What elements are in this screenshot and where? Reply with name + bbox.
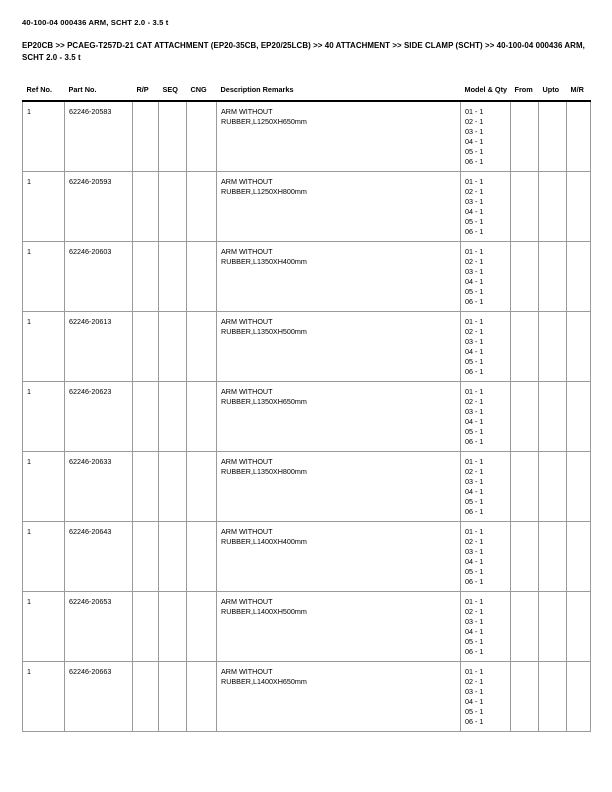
- table-row: [23, 452, 591, 522]
- model-qty-line: 03 - 1: [465, 617, 484, 626]
- cell-rp: [133, 242, 159, 312]
- table-body: [23, 101, 591, 732]
- column-header-upto: Upto: [539, 85, 567, 101]
- cell-model-qty: [461, 101, 511, 172]
- table-row: [23, 101, 591, 172]
- table-header: [23, 85, 591, 101]
- cell-from: [511, 312, 539, 382]
- cell-ref-no: [23, 452, 65, 522]
- breadcrumb: EP20CB >> PCAEG-T257D-21 CAT ATTACHMENT (EP20-35CB, EP20/25LCB) >> 40 ATTACHMENT >> SIDE CLAMP (SCHT) >> 40-100-04 000436 ARM, SCHT 2.0 - 3.5 t: [22, 41, 585, 62]
- cell-mr: [567, 172, 591, 242]
- cell-rp: [133, 172, 159, 242]
- cell-upto: [539, 452, 567, 522]
- cell-text-part-no: 62246-20623: [69, 387, 112, 396]
- cell-from: [511, 592, 539, 662]
- cell-cng: [187, 592, 217, 662]
- cell-description: [217, 522, 461, 592]
- description-line-1: ARM WITHOUT: [221, 387, 273, 396]
- cell-rp: [133, 452, 159, 522]
- cell-ref-no: [23, 101, 65, 172]
- cell-from: [511, 522, 539, 592]
- cell-seq: [159, 312, 187, 382]
- description-line-1: ARM WITHOUT: [221, 317, 273, 326]
- description-line-2: RUBBER,L1400XH500mm: [221, 606, 307, 616]
- cell-from: [511, 101, 539, 172]
- cell-description: [217, 592, 461, 662]
- cell-cng: [187, 662, 217, 732]
- cell-description: [217, 452, 461, 522]
- cell-part-no: [65, 662, 133, 732]
- cell-text-part-no: 62246-20663: [69, 667, 112, 676]
- model-qty-line: 06 - 1: [465, 157, 484, 166]
- table-row: [23, 382, 591, 452]
- model-qty-line: 05 - 1: [465, 427, 484, 436]
- model-qty-line: 02 - 1: [465, 187, 484, 196]
- cell-part-no: [65, 172, 133, 242]
- cell-cng: [187, 522, 217, 592]
- cell-mr: [567, 592, 591, 662]
- model-qty-line: 01 - 1: [465, 457, 484, 466]
- cell-ref-no: [23, 382, 65, 452]
- model-qty-line: 05 - 1: [465, 147, 484, 156]
- cell-part-no: [65, 592, 133, 662]
- cell-model-qty: [461, 172, 511, 242]
- cell-seq: [159, 242, 187, 312]
- cell-text-part-no: 62246-20593: [69, 177, 112, 186]
- model-qty-line: 05 - 1: [465, 497, 484, 506]
- cell-upto: [539, 312, 567, 382]
- cell-model-qty: [461, 382, 511, 452]
- column-header-part-no: Part No.: [65, 85, 133, 101]
- cell-part-no: [65, 452, 133, 522]
- cell-cng: [187, 452, 217, 522]
- description-line-2: RUBBER,L1350XH500mm: [221, 326, 307, 336]
- model-qty-line: 03 - 1: [465, 407, 484, 416]
- cell-text-part-no: 62246-20603: [69, 247, 112, 256]
- model-qty-line: 01 - 1: [465, 527, 484, 536]
- model-qty-line: 03 - 1: [465, 267, 484, 276]
- cell-ref-no: [23, 662, 65, 732]
- cell-description: [217, 312, 461, 382]
- cell-from: [511, 172, 539, 242]
- model-qty-line: 03 - 1: [465, 197, 484, 206]
- column-header-cng: CNG: [187, 85, 217, 101]
- cell-mr: [567, 312, 591, 382]
- description-line-1: ARM WITHOUT: [221, 247, 273, 256]
- cell-rp: [133, 382, 159, 452]
- cell-seq: [159, 172, 187, 242]
- cell-from: [511, 382, 539, 452]
- model-qty-line: 06 - 1: [465, 647, 484, 656]
- model-qty-line: 04 - 1: [465, 627, 484, 636]
- cell-part-no: [65, 242, 133, 312]
- cell-part-no: [65, 522, 133, 592]
- cell-rp: [133, 662, 159, 732]
- description-line-2: RUBBER,L1400XH400mm: [221, 536, 307, 546]
- cell-mr: [567, 382, 591, 452]
- model-qty-line: 04 - 1: [465, 207, 484, 216]
- table-row: [23, 312, 591, 382]
- cell-text-ref-no: 1: [27, 247, 31, 256]
- model-qty-line: 04 - 1: [465, 417, 484, 426]
- cell-text-ref-no: 1: [27, 177, 31, 186]
- cell-model-qty: [461, 242, 511, 312]
- cell-ref-no: [23, 522, 65, 592]
- page-title: 40-100-04 000436 ARM, SCHT 2.0 - 3.5 t: [22, 18, 169, 27]
- cell-mr: [567, 522, 591, 592]
- cell-model-qty: [461, 452, 511, 522]
- cell-mr: [567, 662, 591, 732]
- model-qty-line: 02 - 1: [465, 467, 484, 476]
- description-line-2: RUBBER,L1250XH800mm: [221, 186, 307, 196]
- description-line-1: ARM WITHOUT: [221, 107, 273, 116]
- cell-model-qty: [461, 522, 511, 592]
- cell-upto: [539, 662, 567, 732]
- cell-seq: [159, 522, 187, 592]
- model-qty-line: 01 - 1: [465, 667, 484, 676]
- cell-cng: [187, 242, 217, 312]
- model-qty-line: 04 - 1: [465, 347, 484, 356]
- cell-seq: [159, 101, 187, 172]
- model-qty-line: 04 - 1: [465, 277, 484, 286]
- cell-part-no: [65, 312, 133, 382]
- cell-cng: [187, 172, 217, 242]
- column-header-ref-no: Ref No.: [23, 85, 65, 101]
- model-qty-line: 06 - 1: [465, 437, 484, 446]
- cell-text-part-no: 62246-20633: [69, 457, 112, 466]
- cell-description: [217, 662, 461, 732]
- column-header-model-qty: Model & Qty: [461, 85, 511, 101]
- parts-table: [22, 85, 591, 732]
- cell-text-ref-no: 1: [27, 667, 31, 676]
- model-qty-line: 01 - 1: [465, 247, 484, 256]
- cell-rp: [133, 312, 159, 382]
- cell-text-ref-no: 1: [27, 457, 31, 466]
- cell-text-ref-no: 1: [27, 597, 31, 606]
- cell-part-no: [65, 382, 133, 452]
- model-qty-line: 05 - 1: [465, 707, 484, 716]
- model-qty-line: 03 - 1: [465, 477, 484, 486]
- cell-ref-no: [23, 242, 65, 312]
- model-qty-line: 03 - 1: [465, 547, 484, 556]
- cell-upto: [539, 101, 567, 172]
- cell-upto: [539, 592, 567, 662]
- description-line-1: ARM WITHOUT: [221, 667, 273, 676]
- cell-upto: [539, 172, 567, 242]
- cell-rp: [133, 592, 159, 662]
- model-qty-line: 02 - 1: [465, 677, 484, 686]
- table-row: [23, 662, 591, 732]
- table-row: [23, 522, 591, 592]
- description-line-2: RUBBER,L1350XH650mm: [221, 396, 307, 406]
- cell-model-qty: [461, 662, 511, 732]
- cell-ref-no: [23, 172, 65, 242]
- description-line-1: ARM WITHOUT: [221, 177, 273, 186]
- cell-seq: [159, 452, 187, 522]
- cell-mr: [567, 452, 591, 522]
- cell-text-ref-no: 1: [27, 107, 31, 116]
- cell-description: [217, 101, 461, 172]
- cell-upto: [539, 382, 567, 452]
- description-line-1: ARM WITHOUT: [221, 527, 273, 536]
- cell-description: [217, 382, 461, 452]
- model-qty-line: 06 - 1: [465, 297, 484, 306]
- cell-text-ref-no: 1: [27, 527, 31, 536]
- table-row: [23, 172, 591, 242]
- cell-description: [217, 172, 461, 242]
- description-line-2: RUBBER,L1350XH800mm: [221, 466, 307, 476]
- cell-part-no: [65, 101, 133, 172]
- model-qty-line: 06 - 1: [465, 507, 484, 516]
- cell-cng: [187, 382, 217, 452]
- table-header-row: [23, 85, 591, 101]
- model-qty-line: 06 - 1: [465, 367, 484, 376]
- model-qty-line: 01 - 1: [465, 317, 484, 326]
- model-qty-line: 05 - 1: [465, 287, 484, 296]
- model-qty-line: 04 - 1: [465, 137, 484, 146]
- cell-text-part-no: 62246-20613: [69, 317, 112, 326]
- model-qty-line: 06 - 1: [465, 577, 484, 586]
- cell-model-qty: [461, 312, 511, 382]
- column-header-from: From: [511, 85, 539, 101]
- cell-text-ref-no: 1: [27, 317, 31, 326]
- column-header-mr: M/R: [567, 85, 591, 101]
- cell-from: [511, 452, 539, 522]
- model-qty-line: 05 - 1: [465, 637, 484, 646]
- model-qty-line: 04 - 1: [465, 487, 484, 496]
- cell-cng: [187, 312, 217, 382]
- model-qty-line: 03 - 1: [465, 687, 484, 696]
- table-row: [23, 592, 591, 662]
- model-qty-line: 05 - 1: [465, 567, 484, 576]
- cell-text-part-no: 62246-20643: [69, 527, 112, 536]
- model-qty-line: 02 - 1: [465, 117, 484, 126]
- model-qty-line: 05 - 1: [465, 357, 484, 366]
- description-line-2: RUBBER,L1250XH650mm: [221, 116, 307, 126]
- column-header-rp: R/P: [133, 85, 159, 101]
- cell-model-qty: [461, 592, 511, 662]
- cell-rp: [133, 522, 159, 592]
- cell-ref-no: [23, 312, 65, 382]
- cell-text-ref-no: 1: [27, 387, 31, 396]
- model-qty-line: 02 - 1: [465, 607, 484, 616]
- column-header-seq: SEQ: [159, 85, 187, 101]
- description-line-2: RUBBER,L1400XH650mm: [221, 676, 307, 686]
- model-qty-line: 01 - 1: [465, 177, 484, 186]
- cell-upto: [539, 522, 567, 592]
- cell-cng: [187, 101, 217, 172]
- cell-from: [511, 662, 539, 732]
- model-qty-line: 01 - 1: [465, 597, 484, 606]
- model-qty-line: 04 - 1: [465, 697, 484, 706]
- model-qty-line: 02 - 1: [465, 327, 484, 336]
- model-qty-line: 02 - 1: [465, 257, 484, 266]
- cell-seq: [159, 662, 187, 732]
- description-line-1: ARM WITHOUT: [221, 597, 273, 606]
- cell-rp: [133, 101, 159, 172]
- model-qty-line: 05 - 1: [465, 217, 484, 226]
- description-line-2: RUBBER,L1350XH400mm: [221, 256, 307, 266]
- model-qty-line: 03 - 1: [465, 127, 484, 136]
- model-qty-line: 03 - 1: [465, 337, 484, 346]
- table-row: [23, 242, 591, 312]
- cell-text-part-no: 62246-20583: [69, 107, 112, 116]
- cell-seq: [159, 382, 187, 452]
- cell-description: [217, 242, 461, 312]
- cell-mr: [567, 101, 591, 172]
- model-qty-line: 04 - 1: [465, 557, 484, 566]
- model-qty-line: 01 - 1: [465, 107, 484, 116]
- cell-text-part-no: 62246-20653: [69, 597, 112, 606]
- model-qty-line: 06 - 1: [465, 717, 484, 726]
- column-header-description: Description Remarks: [217, 85, 461, 101]
- cell-seq: [159, 592, 187, 662]
- cell-upto: [539, 242, 567, 312]
- model-qty-line: 06 - 1: [465, 227, 484, 236]
- cell-from: [511, 242, 539, 312]
- description-line-1: ARM WITHOUT: [221, 457, 273, 466]
- model-qty-line: 01 - 1: [465, 387, 484, 396]
- cell-ref-no: [23, 592, 65, 662]
- model-qty-line: 02 - 1: [465, 537, 484, 546]
- cell-mr: [567, 242, 591, 312]
- model-qty-line: 02 - 1: [465, 397, 484, 406]
